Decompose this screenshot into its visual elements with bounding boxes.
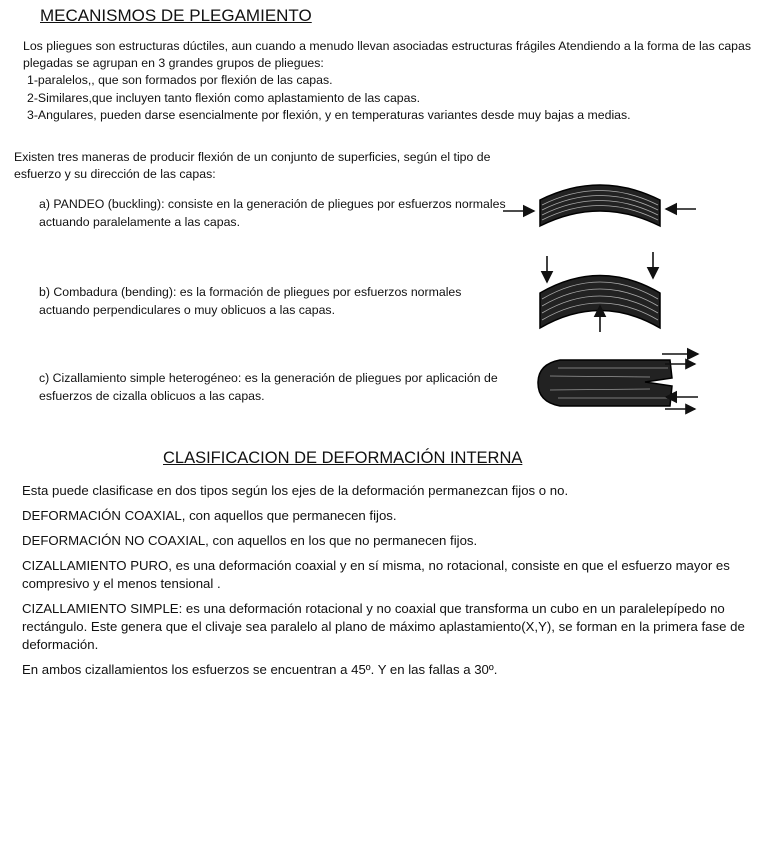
paragraph: DEFORMACIÓN COAXIAL, con aquellos que permanecen fijos. xyxy=(22,508,397,523)
flexion-item-buckling: a) PANDEO (buckling): consiste en la generación de pliegues por esfuerzos normales actuando paralelamente a las capas. xyxy=(39,197,506,229)
paragraph: CIZALLAMIENTO PURO, es una deformación coaxial y en sí misma, no rotacional, consiste en que el esfuerzo mayor es compresivo y el menos tensional . xyxy=(22,558,730,591)
section-title: CLASIFICACION DE DEFORMACIÓN INTERNA xyxy=(163,449,523,467)
intro-paragraph: Los pliegues son estructuras dúctiles, aun cuando a menudo llevan asociadas estructuras frágiles Atendiendo a la forma de las capas plegadas se agrupan en 3 grandes grupos de pliegues: xyxy=(23,39,752,71)
list-item: 2-Similares,que incluyen tanto flexión como aplastamiento de las capas. xyxy=(27,90,421,105)
classification-section xyxy=(22,482,752,686)
list-item: 1-paralelos,, que son formados por flexión de las capas. xyxy=(27,73,333,88)
page-title: MECANISMOS DE PLEGAMIENTO xyxy=(40,6,312,25)
flexion-item-shear: c) Cizallamiento simple heterogéneo: es la generación de pliegues por aplicación de esfuerzos de cizalla oblicuos a las capas. xyxy=(39,371,498,403)
intro-section xyxy=(23,38,763,124)
paragraph: En ambos cizallamientos los esfuerzos se encuentran a 45º. Y en las fallas a 30º. xyxy=(22,662,498,677)
paragraph: CIZALLAMIENTO SIMPLE: es una deformación rotacional y no coaxial que transforma un cubo en un paralelepípedo no rectángulo. Este genera que el clivaje sea paralelo al plano de máximo aplastamiento(X,Y), se forman en la primera fase de deformación. xyxy=(22,601,745,652)
paragraph: Esta puede clasificase en dos tipos según los ejes de la deformación permanezcan fijos o no. xyxy=(22,483,569,498)
buckling-diagram-icon xyxy=(500,178,710,248)
list-item: 3-Angulares, pueden darse esencialmente por flexión, y en temperaturas variantes desde muy bajas a medias. xyxy=(27,107,631,122)
flexion-intro: Existen tres maneras de producir flexión de un conjunto de superficies, según el tipo de esfuerzo y su dirección de las capas: xyxy=(14,150,491,182)
paragraph: DEFORMACIÓN NO COAXIAL, con aquellos en los que no permanecen fijos. xyxy=(22,533,478,548)
flexion-item-bending: b) Combadura (bending): es la formación de pliegues por esfuerzos normales actuando perpendiculares o muy oblicuos a las capas. xyxy=(39,285,462,317)
shear-diagram-icon xyxy=(500,346,710,418)
bending-diagram-icon xyxy=(500,248,710,334)
